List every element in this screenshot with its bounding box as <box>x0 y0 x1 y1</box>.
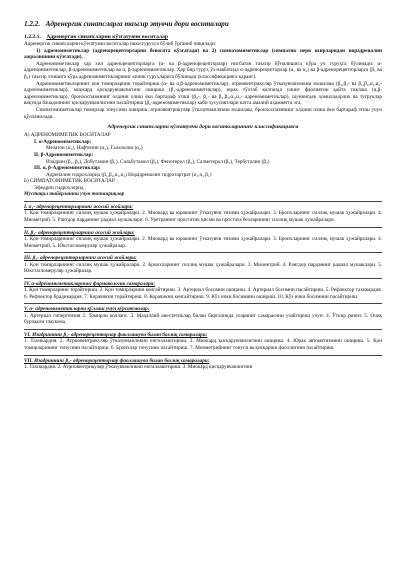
divider <box>24 252 382 253</box>
task-block <box>24 358 382 371</box>
task-block-text: 1. Артериал гипертензия 2. Томирли коллапс. 3. Маҳаллий анестетиклар билан биргаликда уларнинг самарасини узайтириш учун. 4. Ўткир ринит. 5. Очиқ бурчакли глаукома. <box>24 312 382 326</box>
task-block-text: 1. Қон томирларини торайтириш. 2. Қон томирларини кенгайтириш. 3. Артериал босимни ошириш. 4. Артериал босимни пасайтириш. 5. Рефлектор тахикардия. 6. Рефлектор брадикардия. 7. Корачикни торайтириш. 8. Корачикни кенгайтириш. 9. Кўз ички босимини ошириш. 10. Кўз ички босимини пасайтириш. <box>24 287 382 300</box>
document-body <box>24 20 382 371</box>
subsection-number: 1.2.2.1. <box>24 34 41 40</box>
section-title-text: Адренергик синапсларга таъсир этувчи дори воситалари <box>45 20 229 28</box>
intro-paragraph: Адреномиметикларнинг кон томирларини торайтириш (α- ва α,β-адреномиметиклар), атриовентрикуляр ўтказувчанликни яхшилаш (β₁,β₂- ва β₁,β₂,α₁,α₂- адреномиметиклар), миокард қисқарувчанлигини ошириш (β₁-адреномиметиклар), юрак тўхтаб колганда унинг фаолиятни қайта тиклаш (α,β-адреномиметиклар), бронхоспазмнинг олдини олиш ёки бартараф этиш (β₂-, β₁- ва β₁,β₂,α₁,α₂- адреномиметиклар), шунингдек ҳомиладорлик ва тугруқлар вақтида бачадоннинг қисқарувчанлигини пасайтириш (β₂-адреномиметиклар) каби хусусиятлари катта амалий аҳамиятга эга. <box>24 80 382 107</box>
task-block <box>24 204 382 224</box>
task-block <box>24 230 382 250</box>
task-block-heading: V. α- адреномиметикларни қўллаш учун кўрсатмалар: <box>24 306 150 313</box>
group-1-heading: I. α-Адреномиметиклар: <box>34 138 92 145</box>
subsection-title <box>24 34 382 40</box>
task-block <box>24 306 382 326</box>
intro-paragraph: Адренергик синапсларни кўзғатувчи воситалар икки гуруҳга бўлиб ўрганиб чиқилади: <box>24 41 217 47</box>
group-3-heading: III. α, β-Адреномиметиклар: <box>34 165 101 172</box>
task-block-heading: VI. Изадриннинг β₁- адренорецепторлар фаоллашуви билан боғлиқ самаралари: <box>24 332 208 339</box>
task-block-text: 1. Қон томирларининг силлиқ мушак ҳужайралари. 2. Миокард ва юракнинг ўтказувчи тизими ҳужайралари. 3. Бронхларнинг силлиқ мушак ҳужайралари. 4. Миометрий. 5. Рангдор пардaнинг радиал мушаклари. 6. Уретранинг простатик қисми ва простата безларининг силлиқ мушак ҳужайралари. <box>24 210 382 224</box>
group-2-heading: II. β-Адреномиметиклар: <box>34 151 94 158</box>
task-block-text: 1. Қон томирларининг силлиқ мушак ҳужайралари. 2. Миокард ва юракнинг ўтказувчи тизими ҳужайралари. 3. Бронхларнинг силлиқ мушак ҳужайралари. 4. Миометрий. 5. Юкстагломеруляр ҳужайралар. <box>24 236 382 249</box>
intro-paragraph: Адреномиметиклар ҳар хил адренорецепторларга (α- ва β-адренорецепторлар) нисбатан таъсир йўналишига кўра уч гуруҳга бўлинади: α-адреномиметиклар, β-адреномиметиклар ва α, β-адреномиметиклар. Ҳар бир гуруҳ ўз навбатида α-адренорецепторлар (α₁ ва α₂) ва β-адренорецепторларга (β₁ ва β₂) таъсир этишига кўра адреномиметикларнинг кичик гуруҳларига бўлинади (классификацияга қаранг). <box>24 60 382 80</box>
task-block-heading: IV. α-адреномиметикларнинг фармакологик самаралари: <box>24 280 156 287</box>
divider <box>24 278 382 279</box>
group-b-heading: Б) СИМПАТОМИМЕТИК ВОСИТАЛАР <box>24 178 115 185</box>
group-a-heading: А) АДРЕНОМИМЕТИК ВОСИТАЛАР <box>24 132 111 139</box>
task-block-text: 1. Қон томирларининг силлиқ мушак ҳужайралари. 2. Бронхларнинг силлиқ мушак ҳужайралари. 3. Миометрий. 4. Рангдор пардaнинг радиал мушаклари. 5. Юкстагломеруляр ҳужайралар. <box>24 261 382 275</box>
task-block <box>24 281 382 301</box>
section-number: 1.2.2. <box>24 20 41 28</box>
task-block <box>24 332 382 352</box>
divider <box>24 329 382 330</box>
group-1-items: Мезатон (α₁), Нафтизин (α₂), Галазолин (α₂) <box>46 145 143 152</box>
task-block-text: 1. Тахикардия. 2. Атриовентрикуляр ўтказувчанликни енгиллаштириш. 3. Миокард қисқарувчанлигини ошириш. 4. Юрак автоматизмини ошириш. 5. Қон томирларининг тонусини пасайтириш. 6. Бронхлар тонусини пасайтириш. 7. Миометрийнинг тонуси ва қисқариш фаоллигини пасайтириш. <box>24 338 382 352</box>
task-block-heading: III. β₂- адренорецепторларнинг асосий жойлари: <box>24 255 137 262</box>
group-b-items: Эфедрин гидрохлорид <box>34 184 84 191</box>
divider <box>24 355 382 356</box>
intro-paragraph: Симпатомиметиклар томирлар тонусини ошириш, атриовентрикуляр ўтказувчанликни яхшилаш, бронхоспазмнинг олдини олиш ёки бартараф этиш учун қўлланилади. <box>24 106 382 120</box>
section-title <box>24 20 382 28</box>
task-block-heading: II. β₁- адренорецепторларнинг асосий жойлари: <box>24 229 135 236</box>
classification-title: Адренергик синапсларни кўзғатувчи дори воситаларининг классификацияси <box>107 124 299 131</box>
task-block-heading: VII. Изадриннинг β₂- адренорецепторлар фаоллашуви билан боғлиқ самаралари: <box>24 357 210 364</box>
task-block <box>24 255 382 275</box>
task-block-heading: I. α₁- адренорецепторларнинг асосий жойлари: <box>24 204 133 211</box>
intro-paragraph: 1) адреномиметиклар (адренорецепторларни бевосита кўзғатади) ва 2) симпатомиметиклар (симпатик нерв охирларидан норадреналин ажралишини кўзғатади). <box>24 47 382 61</box>
divider <box>24 201 382 202</box>
divider <box>24 227 382 228</box>
task-block-text: 1. Тахикардия. 2. Атриовентрикуляр ўтказувчанликни енгиллаштириш. 3. Миокард қисқарувчанлигини <box>24 364 253 371</box>
task-heading: Мустақил тайёрланиш учун топшириқлар <box>24 191 125 198</box>
group-3-items: Адреналин гидрохлорид (β₁,β₂,α₁,α₂) Норадреналин гидротартрат (α₁,α₂ β₁) <box>46 171 212 178</box>
divider <box>24 303 382 304</box>
classification-list <box>24 132 382 198</box>
group-2-items: Изадрин (β₁, β₂), Добутамин (β₁), Сальбутамол (β₂), Фенотерол (β₂), Салметерол (β₂), Тербуталин (β₂) <box>46 158 270 165</box>
subsection-title-text: Адренергик синапсларни кўзғатувчи воситалар <box>46 34 168 40</box>
